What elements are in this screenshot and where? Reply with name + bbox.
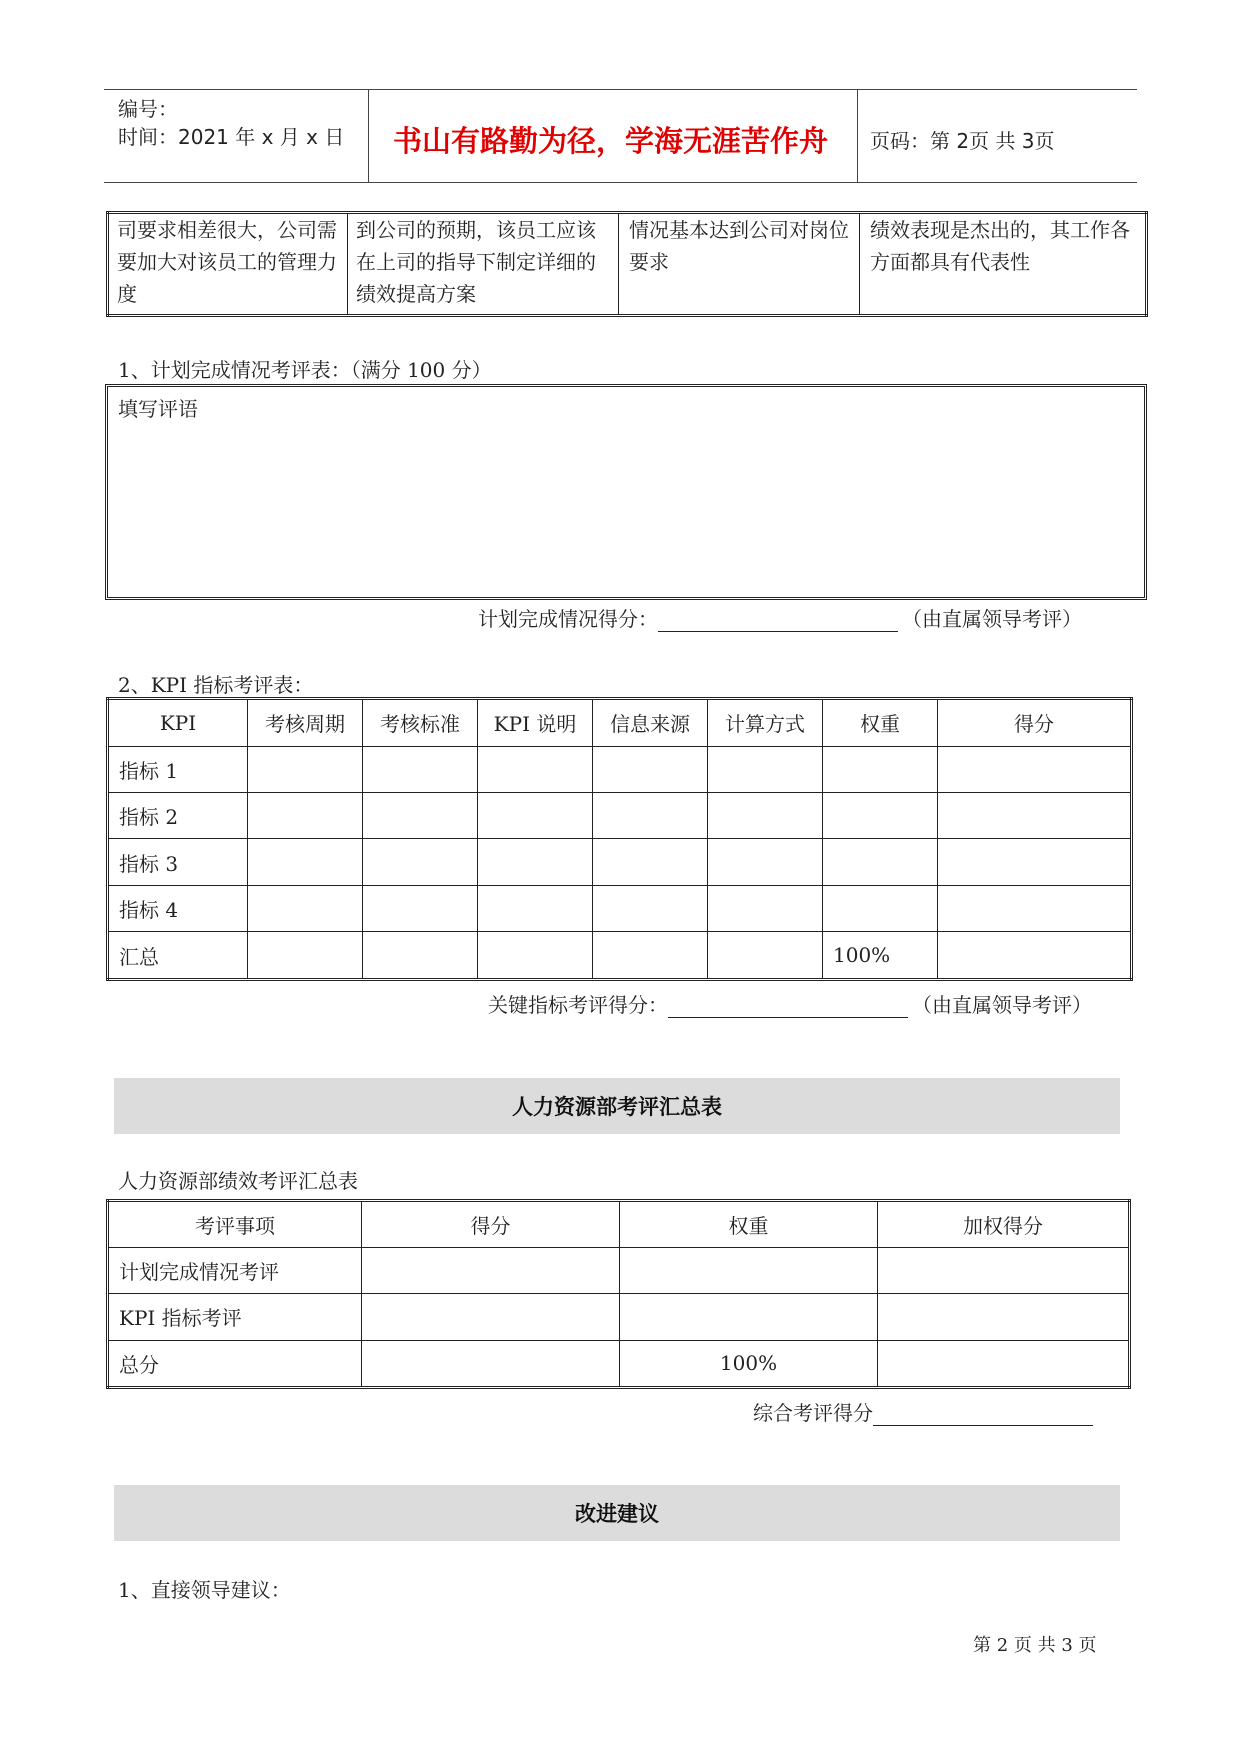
- hr-total-row: [108, 1340, 1130, 1388]
- overall-score-line: [753, 1397, 1093, 1426]
- kpi-table: [106, 697, 1133, 981]
- rating-cell-1: 司要求相差很大，公司需要加大对该员工的管理力度: [108, 213, 348, 316]
- kpi-header-description: KPI 说明: [478, 699, 593, 747]
- kpi-cell[interactable]: [593, 839, 708, 885]
- improvement-banner: 改进建议: [114, 1485, 1120, 1541]
- kpi-cell[interactable]: [248, 793, 363, 839]
- kpi-cell[interactable]: [938, 793, 1132, 839]
- kpi-cell[interactable]: [363, 932, 478, 980]
- plan-score-line: [478, 603, 1082, 632]
- hr-cell[interactable]: [878, 1248, 1130, 1294]
- hr-row-label: KPI 指标考评: [108, 1294, 362, 1340]
- kpi-summary-row: [108, 932, 1132, 980]
- kpi-cell[interactable]: [593, 932, 708, 980]
- kpi-cell[interactable]: [938, 932, 1132, 980]
- kpi-header-period: 考核周期: [248, 699, 363, 747]
- hr-summary-banner: 人力资源部考评汇总表: [114, 1078, 1120, 1134]
- kpi-row-label: 指标 4: [108, 885, 248, 931]
- hr-weight-total: 100%: [620, 1340, 878, 1388]
- kpi-header-kpi: KPI: [108, 699, 248, 747]
- rating-cell-3: 情况基本达到公司对岗位要求: [619, 213, 860, 316]
- kpi-header-score: 得分: [938, 699, 1132, 747]
- hr-cell[interactable]: [620, 1294, 878, 1340]
- hr-row-label: 总分: [108, 1340, 362, 1388]
- kpi-cell[interactable]: [478, 885, 593, 931]
- plan-score-label: 计划完成情况得分：: [478, 607, 658, 631]
- hr-cell[interactable]: [362, 1248, 620, 1294]
- rating-cell-4: 绩效表现是杰出的，其工作各方面都具有代表性: [860, 213, 1147, 316]
- kpi-cell[interactable]: [248, 839, 363, 885]
- kpi-cell[interactable]: [478, 932, 593, 980]
- header-page-info: 页码：第 2页 共 3页: [870, 129, 1055, 153]
- kpi-cell[interactable]: [248, 932, 363, 980]
- kpi-cell[interactable]: [363, 839, 478, 885]
- kpi-cell[interactable]: [823, 885, 938, 931]
- kpi-header-method: 计算方式: [708, 699, 823, 747]
- hr-row: [108, 1248, 1130, 1294]
- kpi-row: [108, 746, 1132, 792]
- kpi-cell[interactable]: [478, 793, 593, 839]
- document-number-label: 编号：: [118, 97, 178, 121]
- hr-row: [108, 1294, 1130, 1340]
- kpi-row: [108, 839, 1132, 885]
- kpi-cell[interactable]: [593, 885, 708, 931]
- kpi-cell[interactable]: [823, 793, 938, 839]
- kpi-score-note: （由直属领导考评）: [912, 993, 1092, 1017]
- kpi-cell[interactable]: [478, 839, 593, 885]
- hr-summary-table: [106, 1199, 1131, 1389]
- kpi-cell[interactable]: [478, 746, 593, 792]
- kpi-cell[interactable]: [823, 839, 938, 885]
- rating-description-table: [106, 211, 1148, 317]
- hr-header-row: [108, 1201, 1130, 1248]
- hr-cell[interactable]: [878, 1340, 1130, 1388]
- hr-header-weighted: 加权得分: [878, 1201, 1130, 1248]
- hr-cell[interactable]: [620, 1248, 878, 1294]
- kpi-header-source: 信息来源: [593, 699, 708, 747]
- rating-cell-2: 到公司的预期，该员工应该在上司的指导下制定详细的绩效提高方案: [348, 213, 619, 316]
- kpi-cell[interactable]: [938, 839, 1132, 885]
- section2-title: 2、KPI 指标考评表：: [118, 673, 314, 697]
- comment-box[interactable]: [105, 384, 1147, 600]
- kpi-cell[interactable]: [248, 746, 363, 792]
- header-divider-right: [857, 89, 858, 183]
- hr-cell[interactable]: [878, 1294, 1130, 1340]
- kpi-row-label: 指标 2: [108, 793, 248, 839]
- plan-score-note: （由直属领导考评）: [902, 607, 1082, 631]
- footer-page-number: 第 2 页 共 3 页: [973, 1635, 1097, 1656]
- hr-header-weight: 权重: [620, 1201, 878, 1248]
- header-top-rule: [104, 89, 1137, 90]
- kpi-row: [108, 793, 1132, 839]
- kpi-score-blank[interactable]: [668, 993, 908, 1018]
- kpi-cell[interactable]: [363, 793, 478, 839]
- document-date: 时间：2021 年 x 月 x 日: [118, 125, 345, 149]
- header-bottom-rule: [104, 182, 1137, 183]
- kpi-cell[interactable]: [708, 839, 823, 885]
- kpi-cell[interactable]: [708, 746, 823, 792]
- hr-header-score: 得分: [362, 1201, 620, 1248]
- kpi-cell[interactable]: [593, 793, 708, 839]
- kpi-cell[interactable]: [708, 932, 823, 980]
- overall-score-label: 综合考评得分: [753, 1401, 873, 1425]
- kpi-row-label: 指标 1: [108, 746, 248, 792]
- plan-score-blank[interactable]: [658, 607, 898, 632]
- kpi-score-line: [488, 989, 1092, 1018]
- kpi-cell[interactable]: [938, 885, 1132, 931]
- comment-placeholder: 填写评语: [118, 397, 198, 421]
- hr-header-item: 考评事项: [108, 1201, 362, 1248]
- kpi-cell[interactable]: [708, 793, 823, 839]
- header-divider-left: [368, 89, 369, 183]
- kpi-cell[interactable]: [823, 746, 938, 792]
- overall-score-blank[interactable]: [873, 1401, 1093, 1426]
- hr-cell[interactable]: [362, 1294, 620, 1340]
- kpi-header-row: [108, 699, 1132, 747]
- kpi-header-standard: 考核标准: [363, 699, 478, 747]
- hr-summary-title: 人力资源部绩效考评汇总表: [118, 1169, 358, 1193]
- kpi-cell[interactable]: [363, 746, 478, 792]
- kpi-cell[interactable]: [248, 885, 363, 931]
- kpi-weight-total: 100%: [823, 932, 938, 980]
- improvement-item-1: 1、直接领导建议：: [118, 1578, 291, 1602]
- kpi-row-label: 指标 3: [108, 839, 248, 885]
- hr-cell[interactable]: [362, 1340, 620, 1388]
- kpi-header-weight: 权重: [823, 699, 938, 747]
- kpi-cell[interactable]: [708, 885, 823, 931]
- kpi-row: [108, 885, 1132, 931]
- hr-row-label: 计划完成情况考评: [108, 1248, 362, 1294]
- section1-title: 1、计划完成情况考评表：（满分 100 分）: [118, 358, 492, 382]
- header-motto: 书山有路勤为径，学海无涯苦作舟: [393, 124, 829, 158]
- kpi-row-label: 汇总: [108, 932, 248, 980]
- kpi-cell[interactable]: [938, 746, 1132, 792]
- kpi-cell[interactable]: [593, 746, 708, 792]
- kpi-score-label: 关键指标考评得分：: [488, 993, 668, 1017]
- kpi-cell[interactable]: [363, 885, 478, 931]
